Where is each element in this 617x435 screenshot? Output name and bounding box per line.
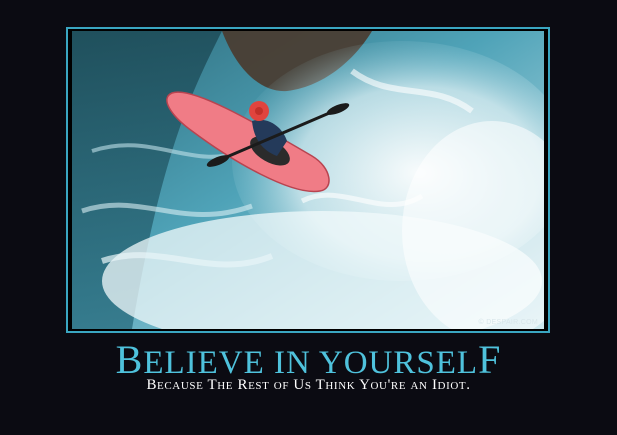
kayak-photo (72, 31, 544, 329)
title-middle: ELIEVE IN YOURSEL (143, 345, 479, 381)
poster-subtitle: Because The Rest of Us Think You're an Idiot. (146, 377, 471, 393)
title-first-letter: B (115, 337, 144, 382)
title-last-letter: F (478, 337, 502, 382)
kayak-photo-image (72, 31, 544, 329)
copyright-credit: © DESPAIR.COM (478, 319, 538, 326)
poster-title (0, 336, 617, 383)
